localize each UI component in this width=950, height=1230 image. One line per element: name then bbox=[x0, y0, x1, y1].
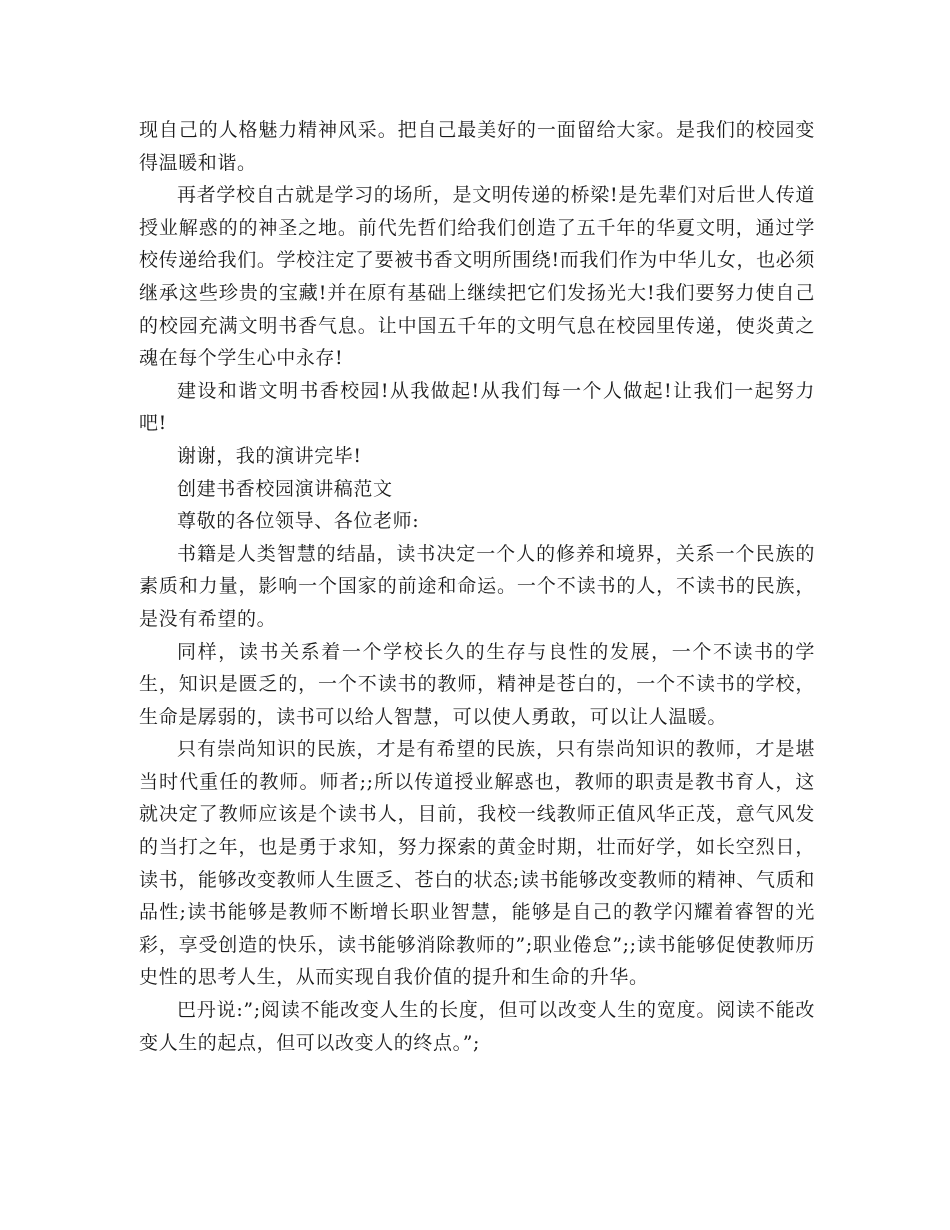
paragraph-continuation: 现自己的人格魅力精神风采。把自己最美好的一面留给大家。是我们的校园变得温暖和谐。 bbox=[139, 119, 815, 174]
salutation: 尊敬的各位领导、各位老师: bbox=[177, 510, 420, 533]
paragraph-teachers: 只有崇尚知识的民族，才是有希望的民族，只有崇尚知识的教师，才是堪当时代重任的教师。师者;;所以传道授业解惑也，教师的职责是教书育人，这就决定了教师应该是个读书人，目前，我校一线教师正值风华正茂，意气风发的当打之年，也是勇于求知，努力探索的黄金时期，壮而好学，如长空烈日，读书，能够改变教师人生匮乏、苍白的状态;读书能够改变教师的精神、气质和品性;读书能够是教师不断增长职业智慧，能够是自己的教学闪耀着睿智的光彩，享受创造的快乐，读书能够消除教师的”;职业倦怠”;;读书能够促使教师历史性的思考人生，从而实现自我价值的提升和生命的升华。 bbox=[139, 738, 815, 989]
paragraph-slogan: 建设和谐文明书香校园!从我做起!从我们每一个人做起!让我们一起努力吧! bbox=[139, 379, 815, 435]
paragraph-closing-thanks: 谢谢，我的演讲完毕! bbox=[177, 444, 362, 467]
paragraph-reading-school: 同样，读书关系着一个学校长久的生存与良性的发展，一个不读书的学生，知识是匮乏的，一个不读书的教师，精神是苍白的，一个不读书的学校，生命是孱弱的，读书可以给人智慧，可以使人勇敢，可以让人温暖。 bbox=[139, 640, 815, 728]
paragraph-quote: 巴丹说:”;阅读不能改变人生的长度，但可以改变人生的宽度。阅读不能改变人生的起点，但可以改变人的终点。”; bbox=[139, 999, 815, 1054]
section-title: 创建书香校园演讲稿范文 bbox=[177, 477, 393, 500]
document-body bbox=[139, 114, 815, 1059]
paragraph-books-wisdom: 书籍是人类智慧的结晶，读书决定一个人的修养和境界，关系一个民族的素质和力量，影响一个国家的前途和命运。一个不读书的人，不读书的民族，是没有希望的。 bbox=[139, 542, 815, 630]
paragraph-school-heritage: 再者学校自古就是学习的场所，是文明传递的桥梁!是先辈们对后世人传道授业解惑的的神圣之地。前代先哲们给我们创造了五千年的华夏文明，通过学校传递给我们。学校注定了要被书香文明所围绕!而我们作为中华儿女，也必须继承这些珍贵的宝藏!并在原有基础上继续把它们发扬光大!我们要努力使自己的校园充满文明书香气息。让中国五千年的文明气息在校园里传递，使炎黄之魂在每个学生心中永存! bbox=[139, 184, 815, 370]
